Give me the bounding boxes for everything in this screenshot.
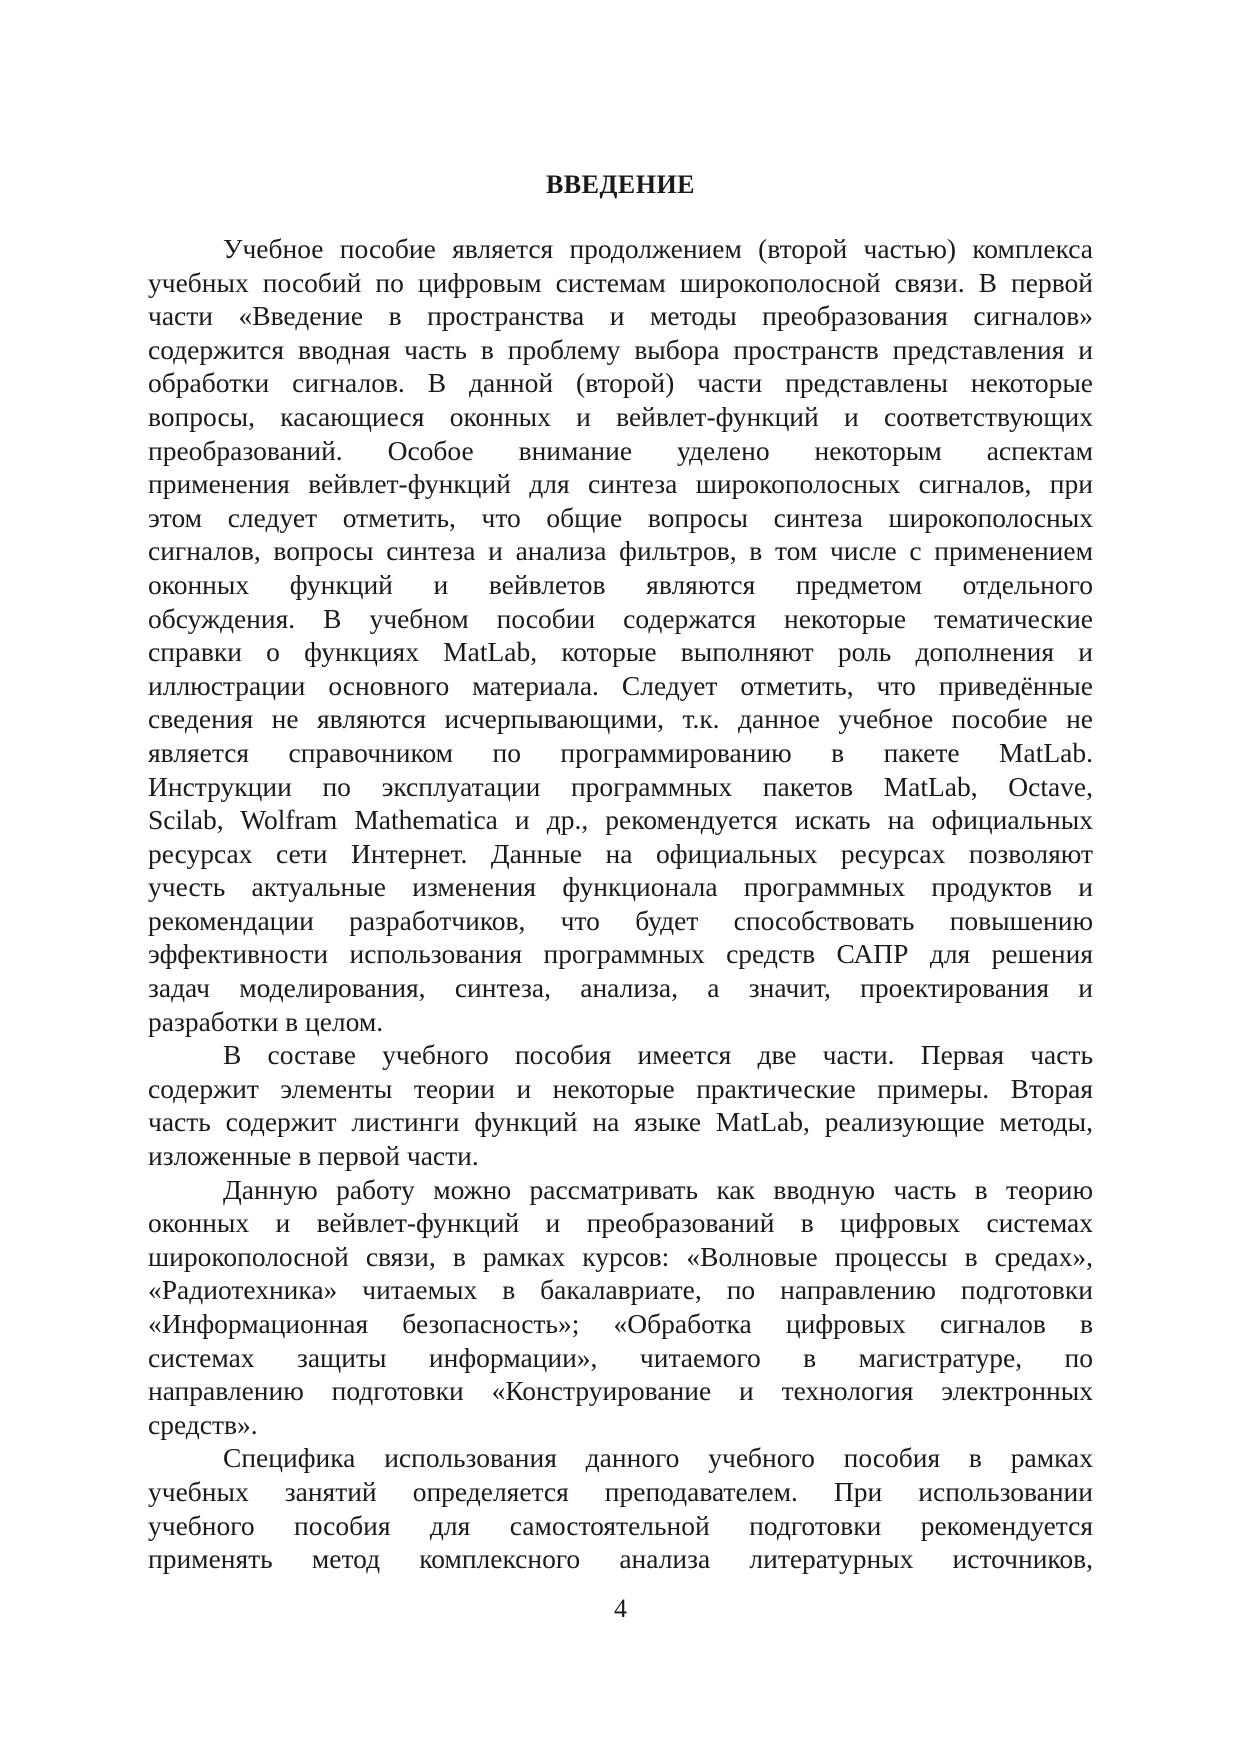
page-number: 4: [614, 1594, 627, 1623]
text-line: обсуждения. В учебном пособии содержатся некоторые тематические: [148, 602, 1093, 634]
text-line: рекомендации разработчиков, что будет способствовать повышению: [148, 904, 1093, 936]
text-line: «Радиотехника» читаемых в бакалавриате, по направлению подготовки: [148, 1274, 1093, 1306]
text-line: оконных функций и вейвлетов являются предметом отдельного: [148, 568, 1093, 600]
text-line: системах защиты информации», читаемого в магистратуре, по: [148, 1341, 1093, 1373]
text-line: справки о функциях MatLab, которые выполняют роль дополнения и: [148, 636, 1093, 668]
text-line: оконных и вейвлет-функций и преобразований в цифровых системах: [148, 1207, 1093, 1239]
text-line: разработки в целом.: [148, 1005, 384, 1037]
text-line: Scilab, Wolfram Mathematica и др., рекомендуется искать на официальных: [148, 804, 1093, 836]
text-line: часть содержит листинги функций на языке MatLab, реализующие методы,: [148, 1106, 1093, 1138]
text-line: Специфика использования данного учебного пособия в рамках: [223, 1442, 1093, 1474]
paragraph-2: [148, 1038, 1093, 1172]
text-line: учебных пособий по цифровым системам широкополосной связи. В первой: [148, 266, 1093, 298]
text-line: учебных занятий определяется преподавателем. При использовании: [148, 1475, 1093, 1507]
text-line: части «Введение в пространства и методы преобразования сигналов»: [148, 300, 1093, 332]
text-line: направлению подготовки «Конструирование и технология электронных: [148, 1375, 1093, 1407]
text-line: Данную работу можно рассматривать как вводную часть в теорию: [223, 1173, 1093, 1205]
text-line: эффективности использования программных средств САПР для решения: [148, 938, 1093, 970]
paragraph-4: [148, 1441, 1093, 1575]
text-line: сигналов, вопросы синтеза и анализа фильтров, в том числе с применением: [148, 535, 1093, 567]
text-line: содержит элементы теории и некоторые практические примеры. Вторая: [148, 1072, 1093, 1104]
section-heading: ВВЕДЕНИЕ: [545, 170, 696, 199]
text-line: учесть актуальные изменения функционала программных продуктов и: [148, 871, 1093, 903]
text-line: учебного пособия для самостоятельной подготовки рекомендуется: [148, 1509, 1093, 1541]
text-line: является справочником по программированию в пакете MatLab.: [148, 736, 1093, 768]
text-line: «Информационная безопасность»; «Обработка цифровых сигналов в: [148, 1308, 1093, 1339]
text-line: иллюстрации основного материала. Следует отметить, что приведённые: [148, 669, 1093, 701]
text-line: задач моделирования, синтеза, анализа, а значит, проектирования и: [148, 972, 1093, 1004]
body-text: [148, 232, 1093, 1576]
text-line: Инструкции по эксплуатации программных пакетов MatLab, Octave,: [148, 770, 1093, 802]
paragraph-1: [148, 232, 1093, 1038]
text-line: средств».: [148, 1408, 258, 1440]
text-line: вопросы, касающиеся оконных и вейвлет-функций и соответствующих: [148, 400, 1093, 432]
text-line: изложенные в первой части.: [148, 1140, 479, 1172]
text-line: ресурсах сети Интернет. Данные на официальных ресурсах позволяют: [148, 837, 1093, 869]
text-line: этом следует отметить, что общие вопросы синтеза широкополосных: [148, 501, 1093, 533]
text-line: применять метод комплексного анализа литературных источников,: [148, 1543, 1093, 1575]
paragraph-3: [148, 1173, 1093, 1442]
text-line: преобразований. Особое внимание уделено некоторым аспектам: [148, 434, 1093, 466]
text-line: применения вейвлет-функций для синтеза широкополосных сигналов, при: [148, 468, 1093, 500]
text-line: широкополосной связи, в рамках курсов: «Волновые процессы в средах»,: [148, 1240, 1093, 1272]
text-line: обработки сигналов. В данной (второй) части представлены некоторые: [148, 367, 1093, 399]
text-line: В составе учебного пособия имеется две части. Первая часть: [223, 1039, 1093, 1071]
text-line: Учебное пособие является продолжением (второй частью) комплекса: [223, 233, 1093, 264]
text-line: содержится вводная часть в проблему выбора пространств представления и: [148, 333, 1093, 365]
text-line: сведения не являются исчерпывающими, т.к. данное учебное пособие не: [148, 703, 1093, 735]
